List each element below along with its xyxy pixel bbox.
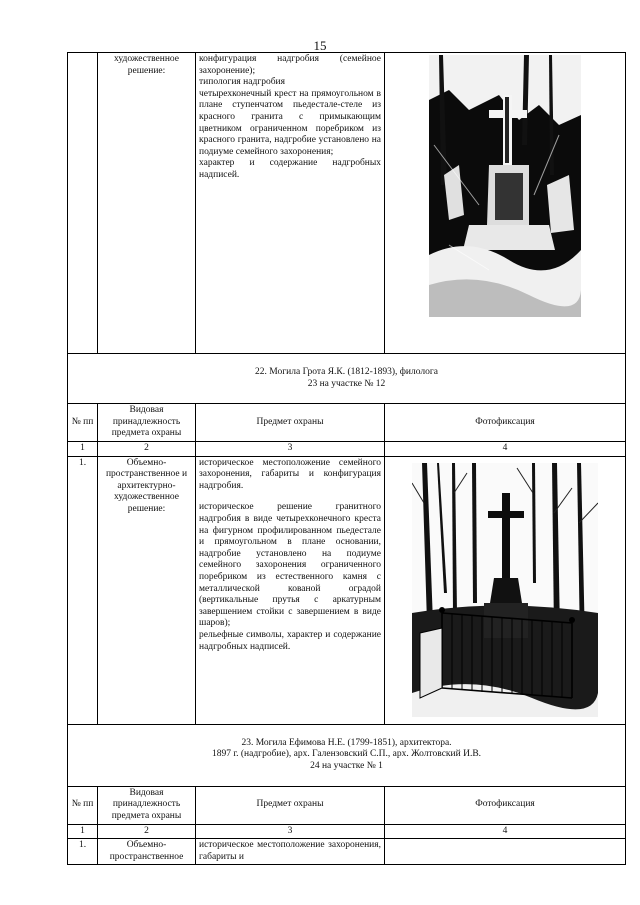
row-number-cell: 1.: [68, 839, 98, 865]
type-cell: художественное решение:: [98, 53, 196, 354]
subject-cell: историческое местоположение захоронения, габариты и: [196, 839, 385, 865]
column-number-row: [68, 442, 626, 457]
column-number: 1: [68, 442, 98, 457]
section-title-line: 23 на участке № 12: [307, 378, 386, 389]
subject-text: рельефные символы, характер и содержание надгробных надписей.: [199, 629, 381, 652]
header-number: № пп: [68, 786, 98, 824]
subject-text: четырехконечный крест на прямоугольном в плане ступенчатом пьедестале-стеле из красного гранита с примыкающим цветником ограниченном поребриком из красного гранита, надгробие установлено на подиуме семейного захоронения;: [199, 88, 381, 157]
column-number: 3: [196, 442, 385, 457]
type-cell: Объемно-пространственное и архитектурно-художественное решение:: [98, 456, 196, 724]
section-title-line: 22. Могила Грота Я.К. (1812-1893), филолога: [255, 366, 438, 377]
section-title-line: 23. Могила Ефимова Н.Е. (1799-1851), архитектора.: [241, 737, 452, 748]
page-number: 15: [313, 38, 327, 53]
row-number-cell: 1.: [68, 456, 98, 724]
subject-cell: [196, 456, 385, 724]
section-title-row: [68, 724, 626, 786]
subject-text: типология надгробия: [199, 77, 285, 88]
header-subject: Предмет охраны: [196, 786, 385, 824]
photo-cell: [385, 53, 626, 354]
subject-cell: [196, 53, 385, 354]
column-number: 1: [68, 824, 98, 839]
header-type: Видовая принадлежность предмета охраны: [98, 404, 196, 442]
table-row: [68, 456, 626, 724]
header-subject: Предмет охраны: [196, 404, 385, 442]
table-row: [68, 839, 626, 865]
table-header-row: [68, 404, 626, 442]
photo-cell: [385, 456, 626, 724]
row-number-cell: [68, 53, 98, 354]
column-number: 4: [385, 824, 626, 839]
header-photo: Фотофиксация: [385, 786, 626, 824]
table-header-row: [68, 786, 626, 824]
grave-photo-2: [412, 463, 598, 717]
column-number-row: [68, 824, 626, 839]
section-title: [68, 724, 626, 786]
subject-text: историческое решение гранитного надгробия в виде четырехконечного креста на фигурном профилированном пьедестале и прямоугольном в плане основании, надгробие установлено на подиуме семейного захоронения ограниченного поребриком из естественного камня с металлической кованой оградой (вертикальные прутья с аркатурным завершением стойки с завершением в виде шаров);: [199, 502, 381, 629]
section-title-line: 24 на участке № 1: [310, 760, 383, 771]
column-number: 2: [98, 442, 196, 457]
subject-text: характер и содержание надгробных надписей.: [199, 158, 381, 180]
type-cell: Объемно-пространственное: [98, 839, 196, 865]
section-title-line: 1897 г. (надгробие), арх. Галензовский С.П., арх. Жолтовский И.В.: [211, 749, 482, 760]
protection-table: [67, 52, 626, 865]
subject-text: историческое местоположение семейного захоронения, габариты и конфигурация надгробия.: [199, 457, 381, 491]
section-title: [68, 354, 626, 404]
header-photo: Фотофиксация: [385, 404, 626, 442]
header-number: № пп: [68, 404, 98, 442]
photo-cell: [385, 839, 626, 865]
table-row: [68, 53, 626, 354]
column-number: 2: [98, 824, 196, 839]
column-number: 4: [385, 442, 626, 457]
subject-text: конфигурация надгробия (семейное захоронение);: [199, 54, 381, 76]
section-title-row: [68, 354, 626, 404]
header-type: Видовая принадлежность предмета охраны: [98, 786, 196, 824]
column-number: 3: [196, 824, 385, 839]
grave-photo-1: [429, 55, 581, 317]
